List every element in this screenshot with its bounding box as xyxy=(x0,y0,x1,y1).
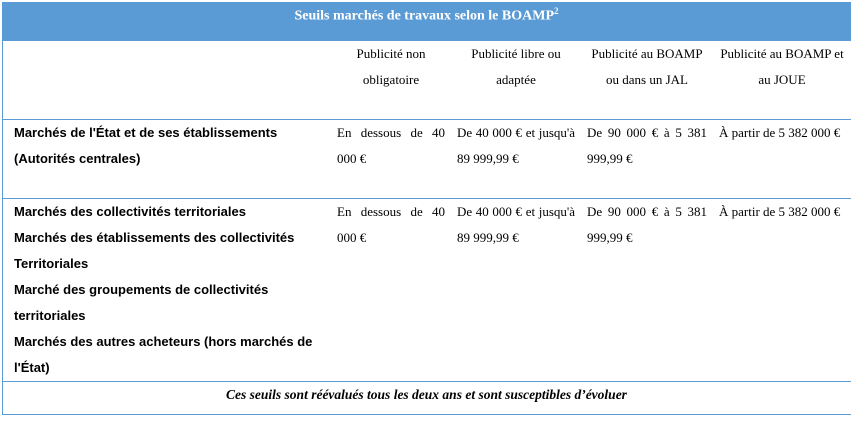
table-row xyxy=(2,199,851,382)
table-cell: De 40 000 € et jusqu'à 89 999,99 € xyxy=(451,120,581,199)
row-label xyxy=(2,199,331,382)
footnote-marker: 2 xyxy=(554,6,559,16)
header-cell-boamp-jal: Publicité au BOAMP ou dans un JAL xyxy=(591,46,703,87)
table-cell: À partir de 5 382 000 € xyxy=(713,120,851,199)
row-label-line: Marché des groupements de collectivités territoriales xyxy=(14,282,269,323)
row-label-line: Marchés des autres acheteurs (hors marchés de l'État) xyxy=(14,334,313,375)
table-cell: À partir de 5 382 000 € xyxy=(713,199,851,382)
thresholds-table xyxy=(2,2,851,415)
header-row xyxy=(2,41,851,120)
table-cell: De 40 000 € et jusqu'à 89 999,99 € xyxy=(451,199,581,382)
row-label xyxy=(2,120,331,199)
header-cell-empty xyxy=(2,41,331,120)
table-cell: De 90 000 € à 5 381 999,99 € xyxy=(581,120,713,199)
table-title-text: Seuils marchés de travaux selon le BOAMP xyxy=(294,8,554,24)
table-row xyxy=(2,120,851,199)
header-cell-libre-adaptee: Publicité libre ou adaptée xyxy=(471,46,561,87)
table-cell: En dessous de 40 000 € xyxy=(331,120,451,199)
table-footer-note: Ces seuils sont réévalués tous les deux ans et sont susceptibles d’évoluer xyxy=(2,381,851,415)
row-label-line: Marchés des établissements des collectivités Territoriales xyxy=(14,230,295,271)
header-cell-boamp-joue: Publicité au BOAMP et au JOUE xyxy=(720,46,844,87)
thresholds-grid xyxy=(2,41,851,381)
header-cell-non-obligatoire: Publicité non obligatoire xyxy=(356,46,426,87)
table-cell: En dessous de 40 000 € xyxy=(331,199,451,382)
table-title xyxy=(2,2,851,41)
row-label-line: Marchés de l'État et de ses établissements (Autorités centrales) xyxy=(14,125,278,166)
table-cell: De 90 000 € à 5 381 999,99 € xyxy=(581,199,713,382)
table-left-border xyxy=(2,41,3,414)
row-label-line: Marchés des collectivités territoriales xyxy=(14,204,246,219)
